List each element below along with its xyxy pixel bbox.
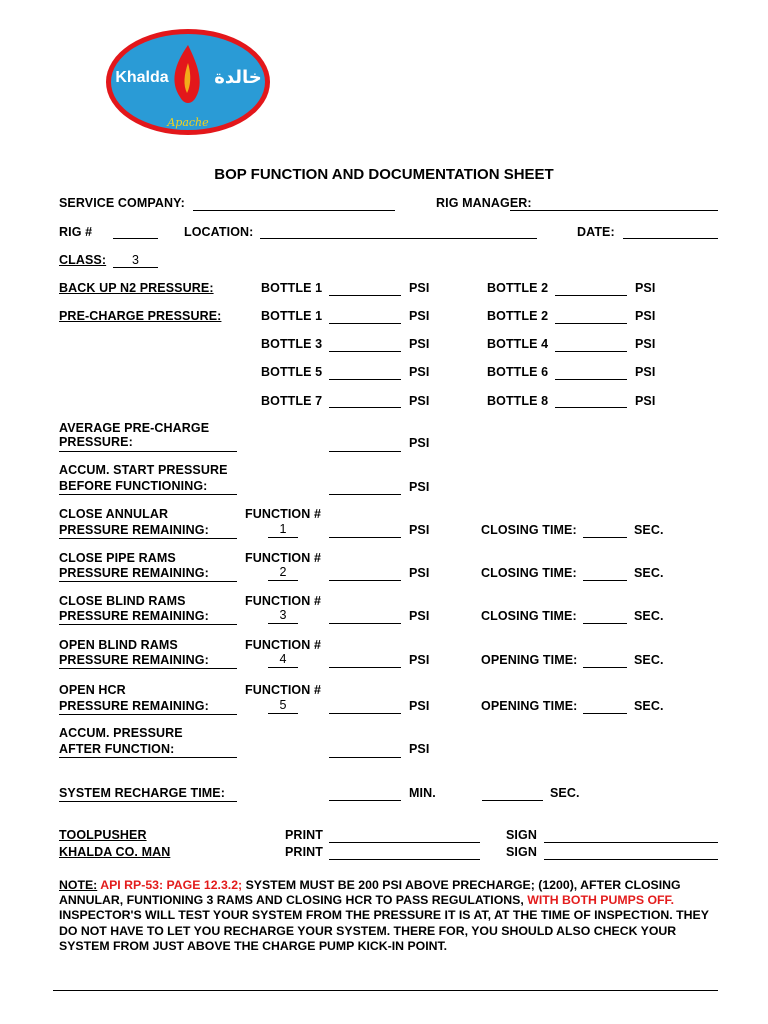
accum-after-label-2: AFTER FUNCTION:: [59, 742, 175, 756]
psi-label: PSI: [409, 566, 430, 580]
bottle-label: BOTTLE 5: [261, 365, 323, 379]
note-emphasis: WITH BOTH PUMPS OFF.: [523, 893, 675, 908]
time-label: OPENING TIME:: [481, 653, 578, 667]
time-label: OPENING TIME:: [481, 699, 578, 713]
date-label: DATE:: [577, 225, 615, 239]
function-number-label: FUNCTION #: [245, 683, 321, 697]
psi-label: PSI: [409, 742, 430, 756]
underline: [59, 624, 237, 625]
pressure-field[interactable]: [329, 623, 401, 624]
company-man-sign-field[interactable]: [544, 859, 718, 860]
bottle-label: BOTTLE 3: [261, 337, 323, 351]
psi-label: PSI: [409, 436, 430, 450]
date-field[interactable]: [623, 238, 718, 239]
psi-label: PSI: [409, 699, 430, 713]
time-field[interactable]: [583, 580, 627, 581]
function-number-field: [268, 623, 298, 624]
function-number-label: FUNCTION #: [245, 594, 321, 608]
time-label: CLOSING TIME:: [481, 523, 577, 537]
bottle-field[interactable]: [555, 407, 627, 408]
underline: [59, 451, 237, 452]
precharge-label: PRE-CHARGE PRESSURE:: [59, 309, 222, 323]
function-name: OPEN BLIND RAMS: [59, 638, 178, 652]
function-name: CLOSE ANNULAR: [59, 507, 169, 521]
function-name: CLOSE BLIND RAMS: [59, 594, 186, 608]
sec-label: SEC.: [550, 786, 580, 800]
bottle-field[interactable]: [329, 323, 401, 324]
pressure-field[interactable]: [329, 537, 401, 538]
function-number-label: FUNCTION #: [245, 507, 321, 521]
recharge-sec-field[interactable]: [482, 800, 543, 801]
service-company-label: SERVICE COMPANY:: [59, 196, 185, 210]
bottle-field[interactable]: [329, 379, 401, 380]
note-text-2: INSPECTOR'S WILL TEST YOUR SYSTEM FROM THE PRESSURE IT IS AT, AT THE TIME OF INSPECTION. THEY DO NOT HAVE TO LET YOU RECHARGE YOUR SYSTEM. THERE FOR, YOU SHOULD ALSO CHECK YOUR SYSTEM FROM JUST ABOVE THE CHARGE PUMP KICK-IN POINT.: [59, 908, 709, 953]
underline: [59, 581, 237, 582]
bottle-label: BOTTLE 2: [487, 309, 549, 323]
function-number-field: [268, 537, 298, 538]
psi-label: PSI: [409, 653, 430, 667]
function-number-value: 3: [279, 608, 287, 622]
psi-label: PSI: [409, 337, 430, 351]
psi-label: PSI: [409, 609, 430, 623]
bottle-field[interactable]: [329, 295, 401, 296]
rig-manager-label: RIG MANAGER:: [436, 196, 532, 210]
rig-manager-field[interactable]: [510, 210, 718, 211]
time-field[interactable]: [583, 623, 627, 624]
avg-precharge-label-1: AVERAGE PRE-CHARGE: [59, 421, 210, 435]
psi-label: PSI: [409, 309, 430, 323]
note-label: NOTE:: [59, 878, 98, 892]
function-number-label: FUNCTION #: [245, 638, 321, 652]
time-field[interactable]: [583, 537, 627, 538]
psi-label: PSI: [409, 394, 430, 408]
min-label: MIN.: [409, 786, 436, 800]
recharge-min-field[interactable]: [329, 800, 401, 801]
footer-rule: [53, 990, 718, 991]
pressure-field[interactable]: [329, 713, 401, 714]
underline: [59, 757, 237, 758]
company-man-label: KHALDA CO. MAN: [59, 845, 171, 859]
psi-label: PSI: [635, 365, 656, 379]
sign-label: SIGN: [506, 828, 537, 842]
bottle-label: BOTTLE 2: [487, 281, 549, 295]
note-reference: API RP-53: PAGE 12.3.2;: [97, 878, 243, 892]
print-label: PRINT: [285, 828, 323, 842]
class-value: 3: [132, 253, 139, 267]
sec-label: SEC.: [634, 699, 664, 713]
class-label: CLASS:: [59, 253, 107, 267]
sec-label: SEC.: [634, 609, 664, 623]
underline: [59, 494, 237, 495]
backup-n2-label: BACK UP N2 PRESSURE:: [59, 281, 214, 295]
function-name: CLOSE PIPE RAMS: [59, 551, 176, 565]
time-label: CLOSING TIME:: [481, 566, 577, 580]
psi-label: PSI: [635, 337, 656, 351]
bottle-label: BOTTLE 1: [261, 281, 323, 295]
sec-label: SEC.: [634, 653, 664, 667]
recharge-label: SYSTEM RECHARGE TIME:: [59, 786, 225, 800]
function-number-value: 5: [279, 698, 287, 712]
toolpusher-print-field[interactable]: [329, 842, 480, 843]
rig-number-label: RIG #: [59, 225, 93, 239]
psi-label: PSI: [409, 480, 430, 494]
rig-number-field[interactable]: [113, 238, 158, 239]
company-man-print-field[interactable]: [329, 859, 480, 860]
function-number-value: 1: [279, 522, 287, 536]
pressure-remaining-label: PRESSURE REMAINING:: [59, 523, 209, 537]
logo-apache: Apache: [167, 116, 209, 129]
time-field[interactable]: [583, 713, 627, 714]
function-number-value: 4: [279, 652, 287, 666]
psi-label: PSI: [409, 365, 430, 379]
bottle-label: BOTTLE 7: [261, 394, 323, 408]
underline: [59, 668, 237, 669]
bottle-label: BOTTLE 4: [487, 337, 549, 351]
bottle-field[interactable]: [555, 323, 627, 324]
time-label: CLOSING TIME:: [481, 609, 577, 623]
service-company-field[interactable]: [193, 210, 395, 211]
underline: [59, 801, 237, 802]
accum-after-label-1: ACCUM. PRESSURE: [59, 726, 183, 740]
accum-start-field[interactable]: [329, 494, 401, 495]
pressure-remaining-label: PRESSURE REMAINING:: [59, 699, 209, 713]
bottle-field[interactable]: [329, 351, 401, 352]
function-number-field: [268, 713, 298, 714]
bottle-field[interactable]: [555, 295, 627, 296]
toolpusher-sign-field[interactable]: [544, 842, 718, 843]
location-field[interactable]: [260, 238, 537, 239]
bottle-label: BOTTLE 8: [487, 394, 549, 408]
psi-label: PSI: [409, 523, 430, 537]
class-field[interactable]: [113, 267, 158, 268]
pressure-field[interactable]: [329, 667, 401, 668]
underline: [59, 538, 237, 539]
function-number-label: FUNCTION #: [245, 551, 321, 565]
accum-start-label-1: ACCUM. START PRESSURE: [59, 463, 228, 477]
time-field[interactable]: [583, 667, 627, 668]
function-number-field: [268, 580, 298, 581]
logo-text-ar: خالدة: [214, 67, 262, 88]
pressure-remaining-label: PRESSURE REMAINING:: [59, 566, 209, 580]
avg-precharge-label-2: PRESSURE:: [59, 435, 133, 449]
psi-label: PSI: [635, 309, 656, 323]
print-label: PRINT: [285, 845, 323, 859]
bottle-field[interactable]: [555, 351, 627, 352]
function-number-value: 2: [279, 565, 287, 579]
regulation-note: [59, 878, 719, 954]
function-number-field: [268, 667, 298, 668]
logo-text-en: Khalda: [115, 69, 169, 86]
sec-label: SEC.: [634, 566, 664, 580]
bottle-label: BOTTLE 1: [261, 309, 323, 323]
bottle-label: BOTTLE 6: [487, 365, 549, 379]
bottle-field[interactable]: [329, 407, 401, 408]
pressure-remaining-label: PRESSURE REMAINING:: [59, 609, 209, 623]
avg-precharge-field[interactable]: [329, 451, 401, 452]
accum-start-label-2: BEFORE FUNCTIONING:: [59, 479, 208, 493]
pressure-field[interactable]: [329, 580, 401, 581]
accum-after-field[interactable]: [329, 757, 401, 758]
underline: [59, 714, 237, 715]
bottle-field[interactable]: [555, 379, 627, 380]
psi-label: PSI: [635, 281, 656, 295]
note-text-1: SYSTEM MUST BE 200 PSI ABOVE PRECHARGE; (1200), AFTER CLOSING ANNULAR, FUNTIONING 3 RAMS AND CLOSING HCR TO PASS REGULATIONS,: [59, 878, 681, 908]
toolpusher-label: TOOLPUSHER: [59, 828, 147, 842]
pressure-remaining-label: PRESSURE REMAINING:: [59, 653, 209, 667]
psi-label: PSI: [409, 281, 430, 295]
sec-label: SEC.: [634, 523, 664, 537]
psi-label: PSI: [635, 394, 656, 408]
location-label: LOCATION:: [184, 225, 254, 239]
page-title: BOP FUNCTION AND DOCUMENTATION SHEET: [214, 166, 554, 183]
sign-label: SIGN: [506, 845, 537, 859]
function-name: OPEN HCR: [59, 683, 126, 697]
khalda-logo: [104, 27, 272, 137]
